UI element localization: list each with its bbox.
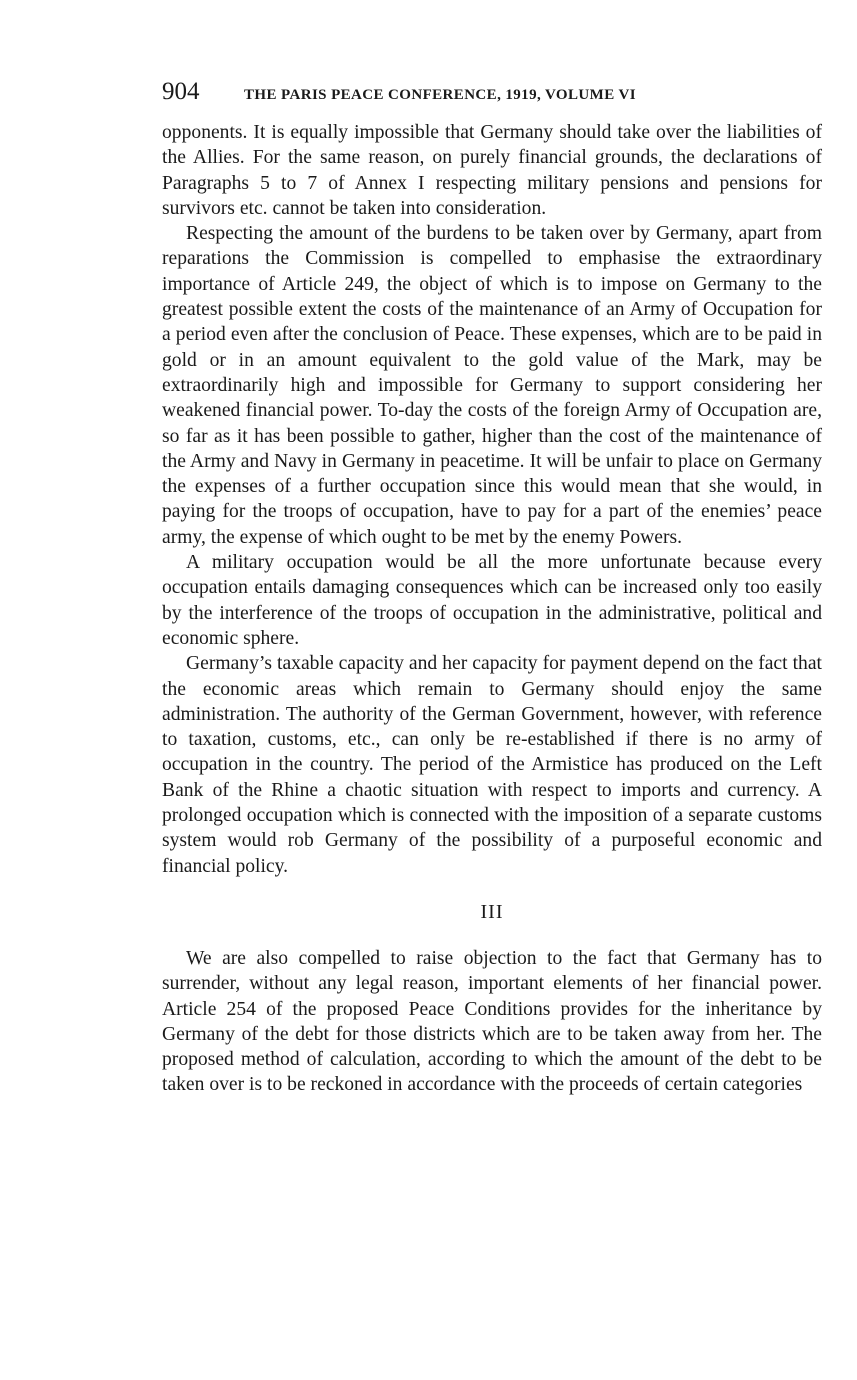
paragraph: Respecting the amount of the burdens to be taken over by Germany, apart from reparations the Commission is compelled to emphasise the extraordinary importance of Article 249, the object of which is to impose on Germany to the greatest possible extent the costs of the maintenance of an Army of Occupation for a period even after the conclusion of Peace. These expenses, which are to be paid in gold or in an amount equivalent to the gold value of the Mark, may be extraordinarily high and impossible for Germany to support considering her weakened financial power. To-day the costs of the foreign Army of Occupation are, so far as it has been possible to gather, higher than the cost of the maintenance of the Army and Navy in Germany in peacetime. It will be unfair to place on Germany the expenses of a further occupation since this would mean that she would, in paying for the troops of occupation, have to pay for a part of the enemies’ peace army, the expense of which ought to be met by the enemy Powers. — [162, 223, 822, 548]
running-head — [162, 78, 822, 116]
document-page — [162, 78, 822, 1098]
paragraph: Germany’s taxable capacity and her capacity for payment depend on the fact that the economic areas which remain to Germany should enjoy the same administration. The authority of the German Government, however, with reference to taxation, customs, etc., can only be re-established if there is no army of occupation in the country. The period of the Armistice has produced on the Left Bank of the Rhine a chaotic situation with respect to imports and currency. A prolonged occupation which is connected with the imposition of a separate customs system would rob Germany of the possibility of a purposeful economic and financial policy. — [162, 653, 822, 877]
section-heading: III — [480, 900, 504, 923]
paragraph: We are also compelled to raise objection to the fact that Germany has to surrender, without any legal reason, important elements of her financial power. Article 254 of the proposed Peace Conditions provides for the inheritance by Germany of the debt for those districts which are to be taken away from her. The proposed method of calculation, according to which the amount of the debt to be taken over is to be reckoned in accordance with the proceeds of certain categories — [162, 947, 822, 1096]
paragraph: A military occupation would be all the more unfortunate because every occupation entails damaging consequences which can be increased only too easily by the interference of the troops of occupation in the administrative, political and economic sphere. — [162, 552, 822, 649]
header-title: THE PARIS PEACE CONFERENCE, 1919, VOLUME VI — [244, 87, 636, 103]
body-text — [162, 120, 822, 1098]
page-number: 904 — [162, 78, 200, 105]
paragraph-continuation: opponents. It is equally impossible that Germany should take over the liabilities of the Allies. For the same reason, on purely financial grounds, the declarations of Paragraphs 5 to 7 of Annex I respecting military pensions and pensions for survivors etc. cannot be taken into consideration. — [162, 122, 822, 219]
